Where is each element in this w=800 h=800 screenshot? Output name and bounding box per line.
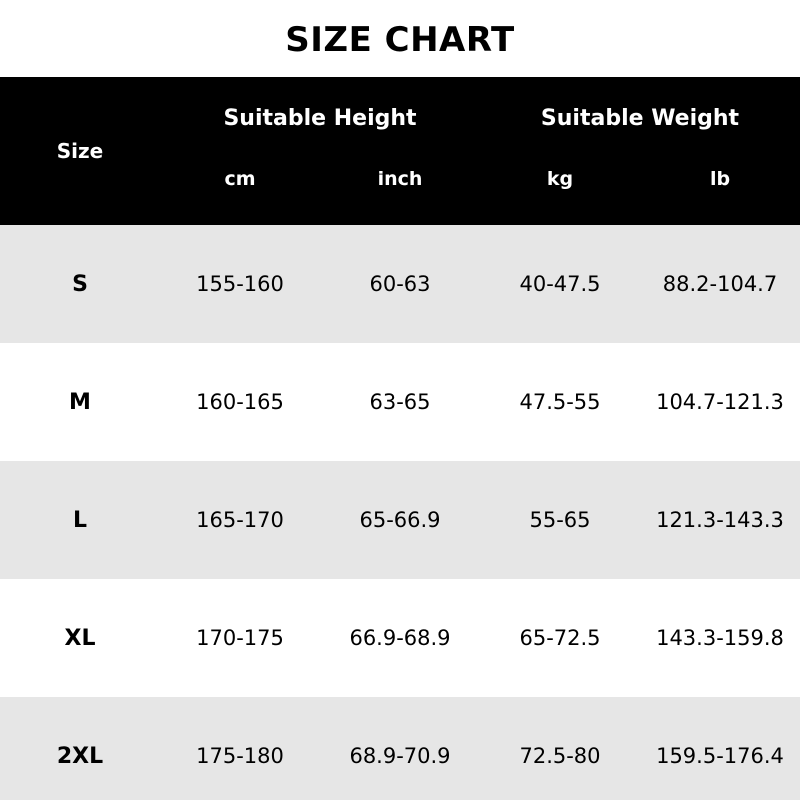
table-header — [0, 77, 800, 225]
column-header-weight-kg: kg — [480, 147, 640, 225]
cell-size: M — [0, 343, 160, 461]
cell-height-inch: 60-63 — [320, 225, 480, 343]
cell-height-cm: 160-165 — [160, 343, 320, 461]
cell-size: L — [0, 461, 160, 579]
column-header-size: Size — [0, 77, 160, 225]
size-chart-table — [0, 77, 800, 800]
table-row — [0, 579, 800, 697]
cell-height-cm: 165-170 — [160, 461, 320, 579]
column-header-height-inch: inch — [320, 147, 480, 225]
column-header-height-cm: cm — [160, 147, 320, 225]
cell-size: S — [0, 225, 160, 343]
cell-size: 2XL — [0, 697, 160, 800]
cell-weight-kg: 72.5-80 — [480, 697, 640, 800]
table-body — [0, 225, 800, 800]
table-row — [0, 697, 800, 800]
cell-weight-lb: 159.5-176.4 — [640, 697, 800, 800]
column-group-header-height: Suitable Height — [160, 77, 480, 147]
cell-weight-lb: 104.7-121.3 — [640, 343, 800, 461]
table-row — [0, 225, 800, 343]
cell-height-inch: 66.9-68.9 — [320, 579, 480, 697]
cell-weight-kg: 65-72.5 — [480, 579, 640, 697]
table-row — [0, 343, 800, 461]
cell-height-inch: 63-65 — [320, 343, 480, 461]
cell-weight-lb: 121.3-143.3 — [640, 461, 800, 579]
cell-weight-kg: 40-47.5 — [480, 225, 640, 343]
cell-height-cm: 170-175 — [160, 579, 320, 697]
page-title: SIZE CHART — [285, 20, 515, 60]
cell-height-inch: 65-66.9 — [320, 461, 480, 579]
cell-height-cm: 155-160 — [160, 225, 320, 343]
cell-weight-lb: 143.3-159.8 — [640, 579, 800, 697]
column-group-header-weight: Suitable Weight — [480, 77, 800, 147]
cell-weight-kg: 47.5-55 — [480, 343, 640, 461]
column-header-weight-lb: lb — [640, 147, 800, 225]
cell-size: XL — [0, 579, 160, 697]
cell-weight-kg: 55-65 — [480, 461, 640, 579]
table-header-group-row — [0, 77, 800, 147]
table-row — [0, 461, 800, 579]
cell-height-cm: 175-180 — [160, 697, 320, 800]
cell-weight-lb: 88.2-104.7 — [640, 225, 800, 343]
cell-height-inch: 68.9-70.9 — [320, 697, 480, 800]
